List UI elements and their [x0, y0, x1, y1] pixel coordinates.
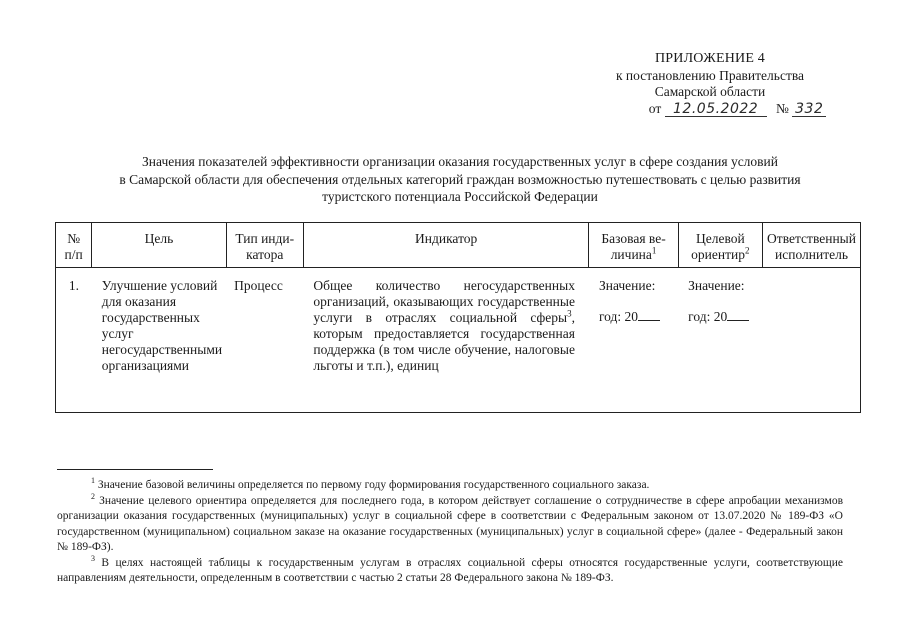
row-number: 1.	[56, 268, 92, 413]
header-target: Целевой ориентир$^2$	[678, 223, 762, 268]
table-row	[56, 268, 861, 413]
row-base-value: Значение: год: 20	[589, 268, 678, 413]
table-header-row	[56, 223, 861, 268]
handwritten-date: 12.05.2022	[665, 102, 767, 117]
appendix-date-line	[560, 101, 860, 118]
footnote-3: $^3$ В целях настоящей таблицы к государственным услугам в отраслях социальной сферы относятся государственные услуги, соответствующие направлениям деятельности, определенным в соответствии с частью 2 статьи 28 Федерального закона № 189-ФЗ.	[57, 553, 843, 584]
row-responsible	[763, 268, 861, 413]
date-prefix: от	[648, 100, 662, 116]
row-target: Значение: год: 20	[678, 268, 762, 413]
row-goal: Улучшение условий для оказания государственных услуг негосударственными организациями	[92, 268, 226, 413]
appendix-line-2: Самарской области	[654, 84, 766, 99]
footnote-1: $^1$ Значение базовой величины определяется по первому году формирования государственного социального заказа.	[91, 476, 650, 491]
header-responsible: Ответственный исполнитель	[763, 223, 861, 268]
footnotes	[57, 478, 843, 587]
indicators-table	[55, 222, 861, 413]
appendix-title: ПРИЛОЖЕНИЕ 4	[654, 51, 766, 66]
title-line-2: в Самарской области для обеспечения отдельных категорий граждан возможностью путешествовать с целью развития	[119, 171, 801, 187]
title-line-1: Значения показателей эффективности организации оказания государственных услуг в сфере создания условий	[142, 154, 778, 169]
appendix-line-1: к постановлению Правительства	[615, 67, 805, 83]
appendix-block	[560, 51, 860, 117]
header-num: № п/п	[56, 223, 92, 268]
header-indicator: Индикатор	[303, 223, 589, 268]
footnote-separator	[57, 469, 213, 470]
header-base-value: Базовая ве- личина$^1$	[589, 223, 678, 268]
header-type: Тип инди- катора	[226, 223, 303, 268]
handwritten-number: 332	[792, 102, 826, 117]
header-goal: Цель	[92, 223, 226, 268]
document-title	[60, 153, 860, 206]
title-line-3: туристского потенциала Российской Федерации	[322, 189, 598, 204]
footnote-2: $^2$ Значение целевого ориентира определяется для последнего года, в котором действует соглашение о сотрудничестве в сфере апробации механизмов организации оказания государственных (муниципальных) услуг в социальной сфере в соответствии с Федеральным законом от 13.07.2020 № 189-ФЗ «О государственном (муниципальном) социальном заказе на оказание государственных (муниципальных) услуг в социальной сфере» (далее - Федеральный закон № 189-ФЗ).	[57, 491, 843, 553]
row-type: Процесс	[226, 268, 303, 413]
number-prefix: №	[775, 100, 789, 116]
row-indicator: Общее количество негосударственных организаций, оказывающих государственные услуги в отраслях социальной сферы$^3$, которым предоставляется государственная поддержка (в том числе обучение, налоговые льготы и т.п.), единиц	[303, 268, 589, 413]
